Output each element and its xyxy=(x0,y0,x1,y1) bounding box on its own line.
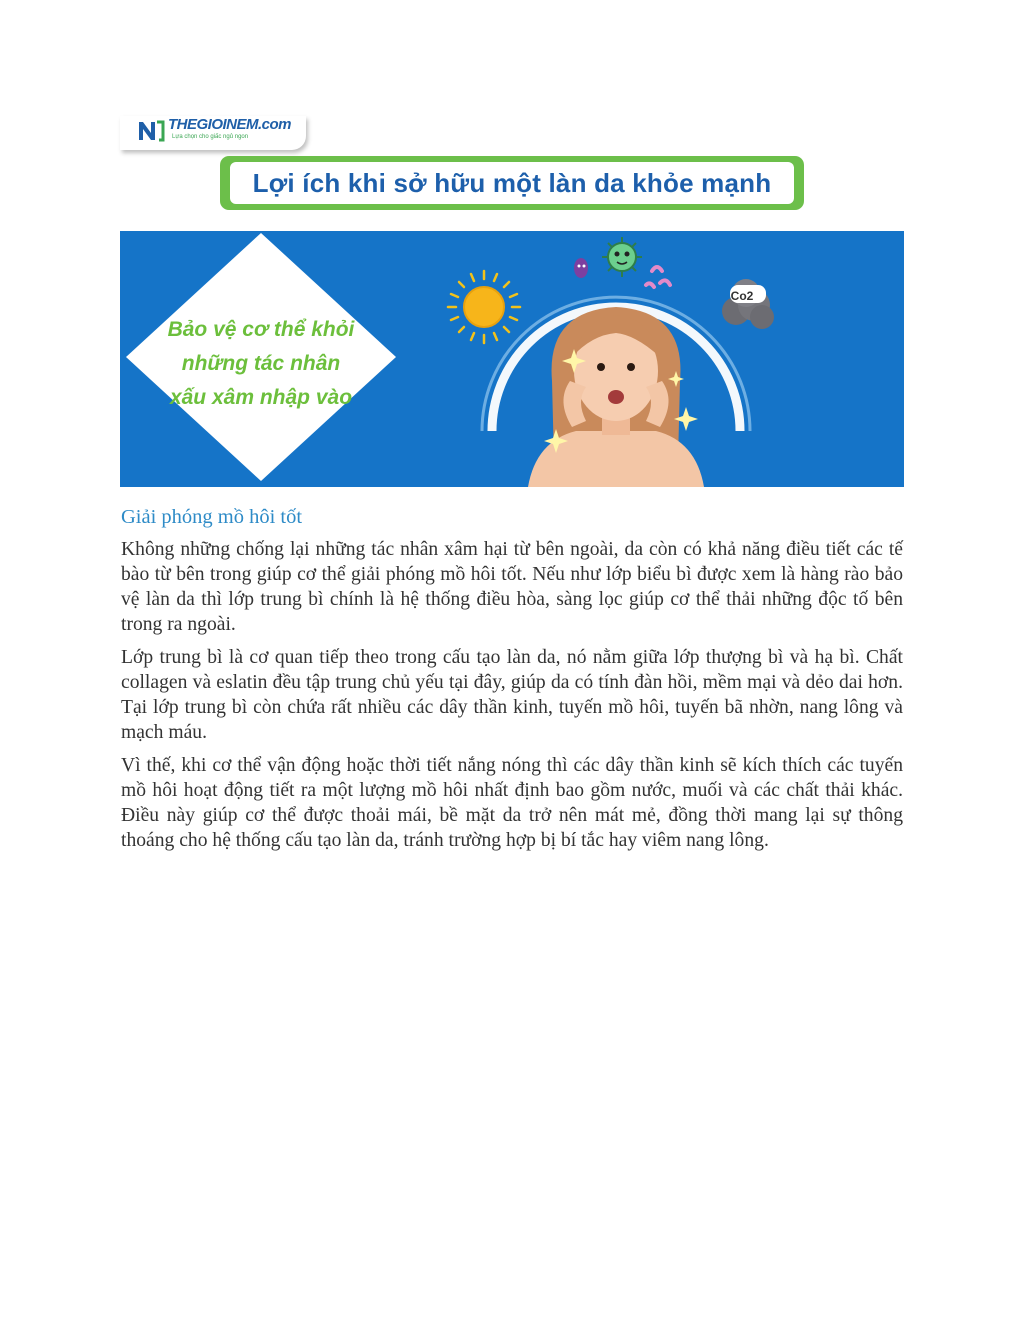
title-banner xyxy=(220,156,804,210)
section-heading: Giải phóng mồ hôi tốt xyxy=(121,506,303,528)
co2-cloud-icon xyxy=(722,279,774,329)
co2-label: Co2 xyxy=(730,289,754,303)
banner-title: Lợi ích khi sở hữu một làn da khỏe mạnh xyxy=(252,167,772,198)
virus-icon xyxy=(602,237,642,277)
paragraph: Không những chống lại những tác nhân xâm hại từ bên ngoài, da còn có khả năng điều tiết các tế bào từ bên trong giúp cơ thể giải phóng mồ hôi tốt. Nếu như lớp biểu bì được xem là hàng rào bảo vệ làn da thì lớp trung bì chính là hệ thống điều hòa, sàng lọc giúp cơ thể thải những độc tố bên trong ra ngoài. xyxy=(121,539,903,635)
diamond-line: Bảo vệ cơ thể khỏi xyxy=(167,318,355,341)
bacteria-icon xyxy=(574,258,588,278)
diamond-line: những tác nhân xyxy=(181,352,341,375)
sun-icon xyxy=(448,271,520,343)
brand-logo xyxy=(120,116,306,150)
logo-wordmark: THEGIOINEM.com xyxy=(168,116,292,133)
logo-tagline: Lựa chọn cho giấc ngủ ngon xyxy=(172,134,249,140)
germ-icon xyxy=(646,267,670,287)
skin-protection-illustration xyxy=(120,231,904,487)
paragraph: Vì thế, khi cơ thể vận động hoặc thời tiết nắng nóng thì các dây thần kinh sẽ kích thích các tuyến mồ hôi hoạt động tiết ra một lượng mồ hôi nhất định bao gồm nước, muối và các chất thải khác. Điều này giúp cơ thể được thoải mái, bề mặt da trở nên mát mẻ, đồng thời mang lại sự thông thoáng cho hệ thống cấu tạo làn da, tránh trường hợp bị bí tắc hay viêm nang lông. xyxy=(121,755,903,851)
woman-figure xyxy=(528,307,704,487)
article-body xyxy=(121,503,903,861)
logo-mark-icon xyxy=(136,118,166,144)
diamond-caption xyxy=(156,313,366,415)
paragraph: Lớp trung bì là cơ quan tiếp theo trong cấu tạo làn da, nó nằm giữa lớp thượng bì và hạ bì. Chất collagen và eslatin đều tập trung chủ yếu tại đây, giúp da có tính đàn hồi, mềm mại và dẻo dai hơn. Tại lớp trung bì còn chứa rất nhiều các dây thần kinh, tuyến mồ hôi, tuyến bã nhờn, nang lông và mạch máu. xyxy=(121,647,903,743)
diamond-line: xấu xâm nhập vào xyxy=(169,386,353,409)
article-illustration xyxy=(120,116,904,487)
